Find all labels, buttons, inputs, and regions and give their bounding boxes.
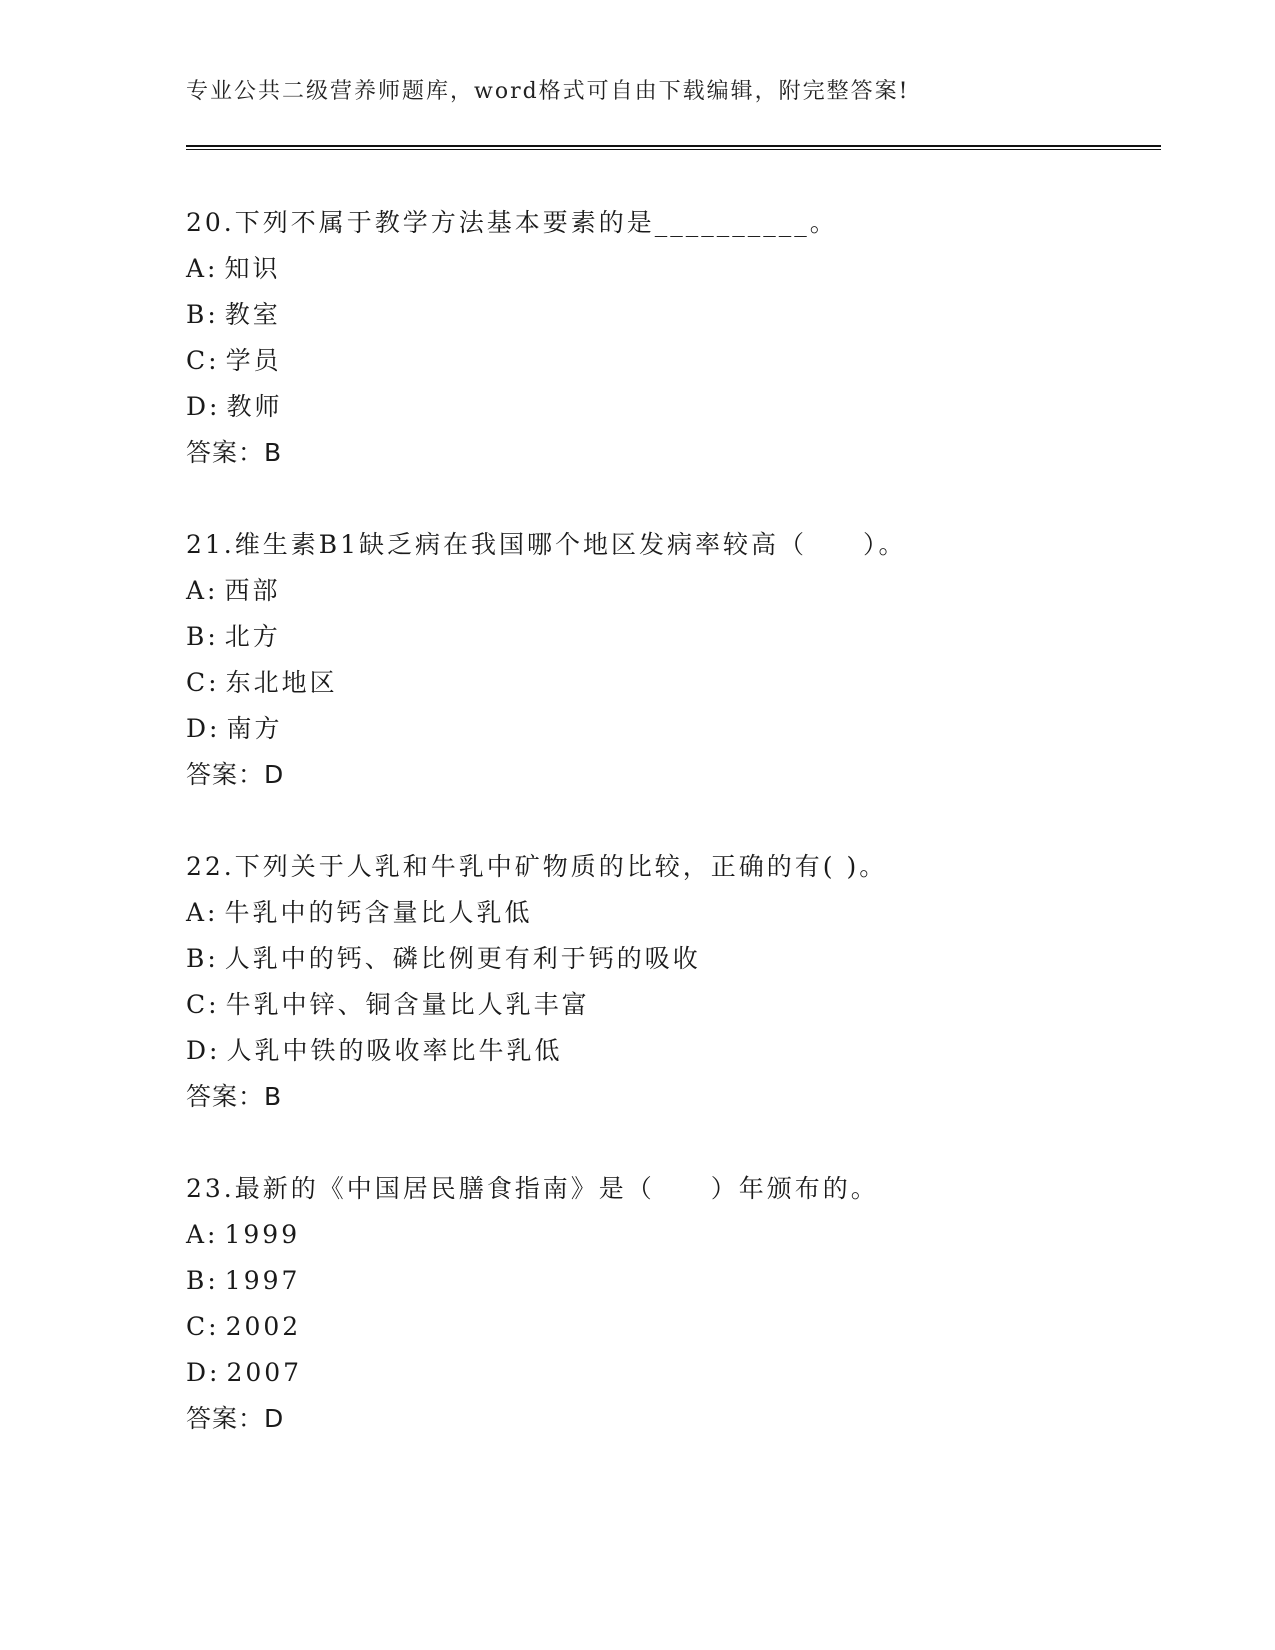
option-label: A:	[186, 1220, 219, 1249]
option-text: 西部	[224, 576, 281, 605]
option-text: 东北地区	[225, 668, 338, 697]
option-text: 知识	[224, 254, 281, 283]
question-23	[186, 1166, 1161, 1442]
answer: 答案：B	[186, 438, 283, 467]
header-divider	[186, 145, 1161, 150]
question-list	[186, 200, 1161, 1488]
option-text: 2007	[226, 1358, 303, 1387]
option-a	[186, 1212, 1161, 1258]
option-text: 2002	[225, 1312, 302, 1341]
question-21	[186, 522, 1161, 798]
option-d	[186, 1350, 1161, 1396]
option-label: C:	[186, 668, 220, 697]
option-a	[186, 568, 1161, 614]
option-label: D:	[186, 392, 221, 421]
answer: 答案：D	[186, 760, 285, 789]
option-d	[186, 706, 1161, 752]
question-stem: 22.下列关于人乳和牛乳中矿物质的比较，正确的有( )。	[186, 852, 888, 881]
option-label: D:	[186, 714, 221, 743]
option-b	[186, 292, 1161, 338]
option-text: 牛乳中锌、铜含量比人乳丰富	[225, 990, 590, 1019]
option-text: 教师	[226, 392, 283, 421]
answer: 答案：B	[186, 1082, 283, 1111]
option-c	[186, 338, 1161, 384]
option-text: 学员	[225, 346, 282, 375]
option-text: 人乳中的钙、磷比例更有利于钙的吸收	[224, 944, 701, 973]
question-stem: 23.最新的《中国居民膳食指南》是（ ）年颁布的。	[186, 1174, 879, 1203]
option-b	[186, 1258, 1161, 1304]
question-stem: 20.下列不属于教学方法基本要素的是__________。	[186, 208, 838, 237]
option-label: C:	[186, 346, 220, 375]
option-d	[186, 1028, 1161, 1074]
option-c	[186, 1304, 1161, 1350]
question-22	[186, 844, 1161, 1120]
option-label: B:	[186, 300, 219, 329]
option-label: A:	[186, 576, 219, 605]
question-stem: 21.维生素B1缺乏病在我国哪个地区发病率较高（ ）。	[186, 530, 907, 559]
option-label: B:	[186, 1266, 219, 1295]
option-label: C:	[186, 1312, 220, 1341]
option-b	[186, 614, 1161, 660]
option-text: 南方	[226, 714, 283, 743]
option-text: 1999	[224, 1220, 301, 1249]
option-c	[186, 660, 1161, 706]
option-label: D:	[186, 1036, 221, 1065]
option-a	[186, 890, 1161, 936]
option-label: C:	[186, 990, 220, 1019]
option-text: 人乳中铁的吸收率比牛乳低	[226, 1036, 563, 1065]
option-label: B:	[186, 944, 219, 973]
option-text: 北方	[224, 622, 281, 651]
option-a	[186, 246, 1161, 292]
page-header: 专业公共二级营养师题库，word格式可自由下载编辑，附完整答案!	[186, 79, 910, 104]
question-20	[186, 200, 1161, 476]
option-label: A:	[186, 898, 219, 927]
option-label: B:	[186, 622, 219, 651]
option-text: 牛乳中的钙含量比人乳低	[224, 898, 533, 927]
option-text: 1997	[224, 1266, 301, 1295]
option-label: A:	[186, 254, 219, 283]
answer: 答案：D	[186, 1404, 285, 1433]
option-b	[186, 936, 1161, 982]
option-d	[186, 384, 1161, 430]
option-label: D:	[186, 1358, 221, 1387]
option-c	[186, 982, 1161, 1028]
option-text: 教室	[224, 300, 281, 329]
